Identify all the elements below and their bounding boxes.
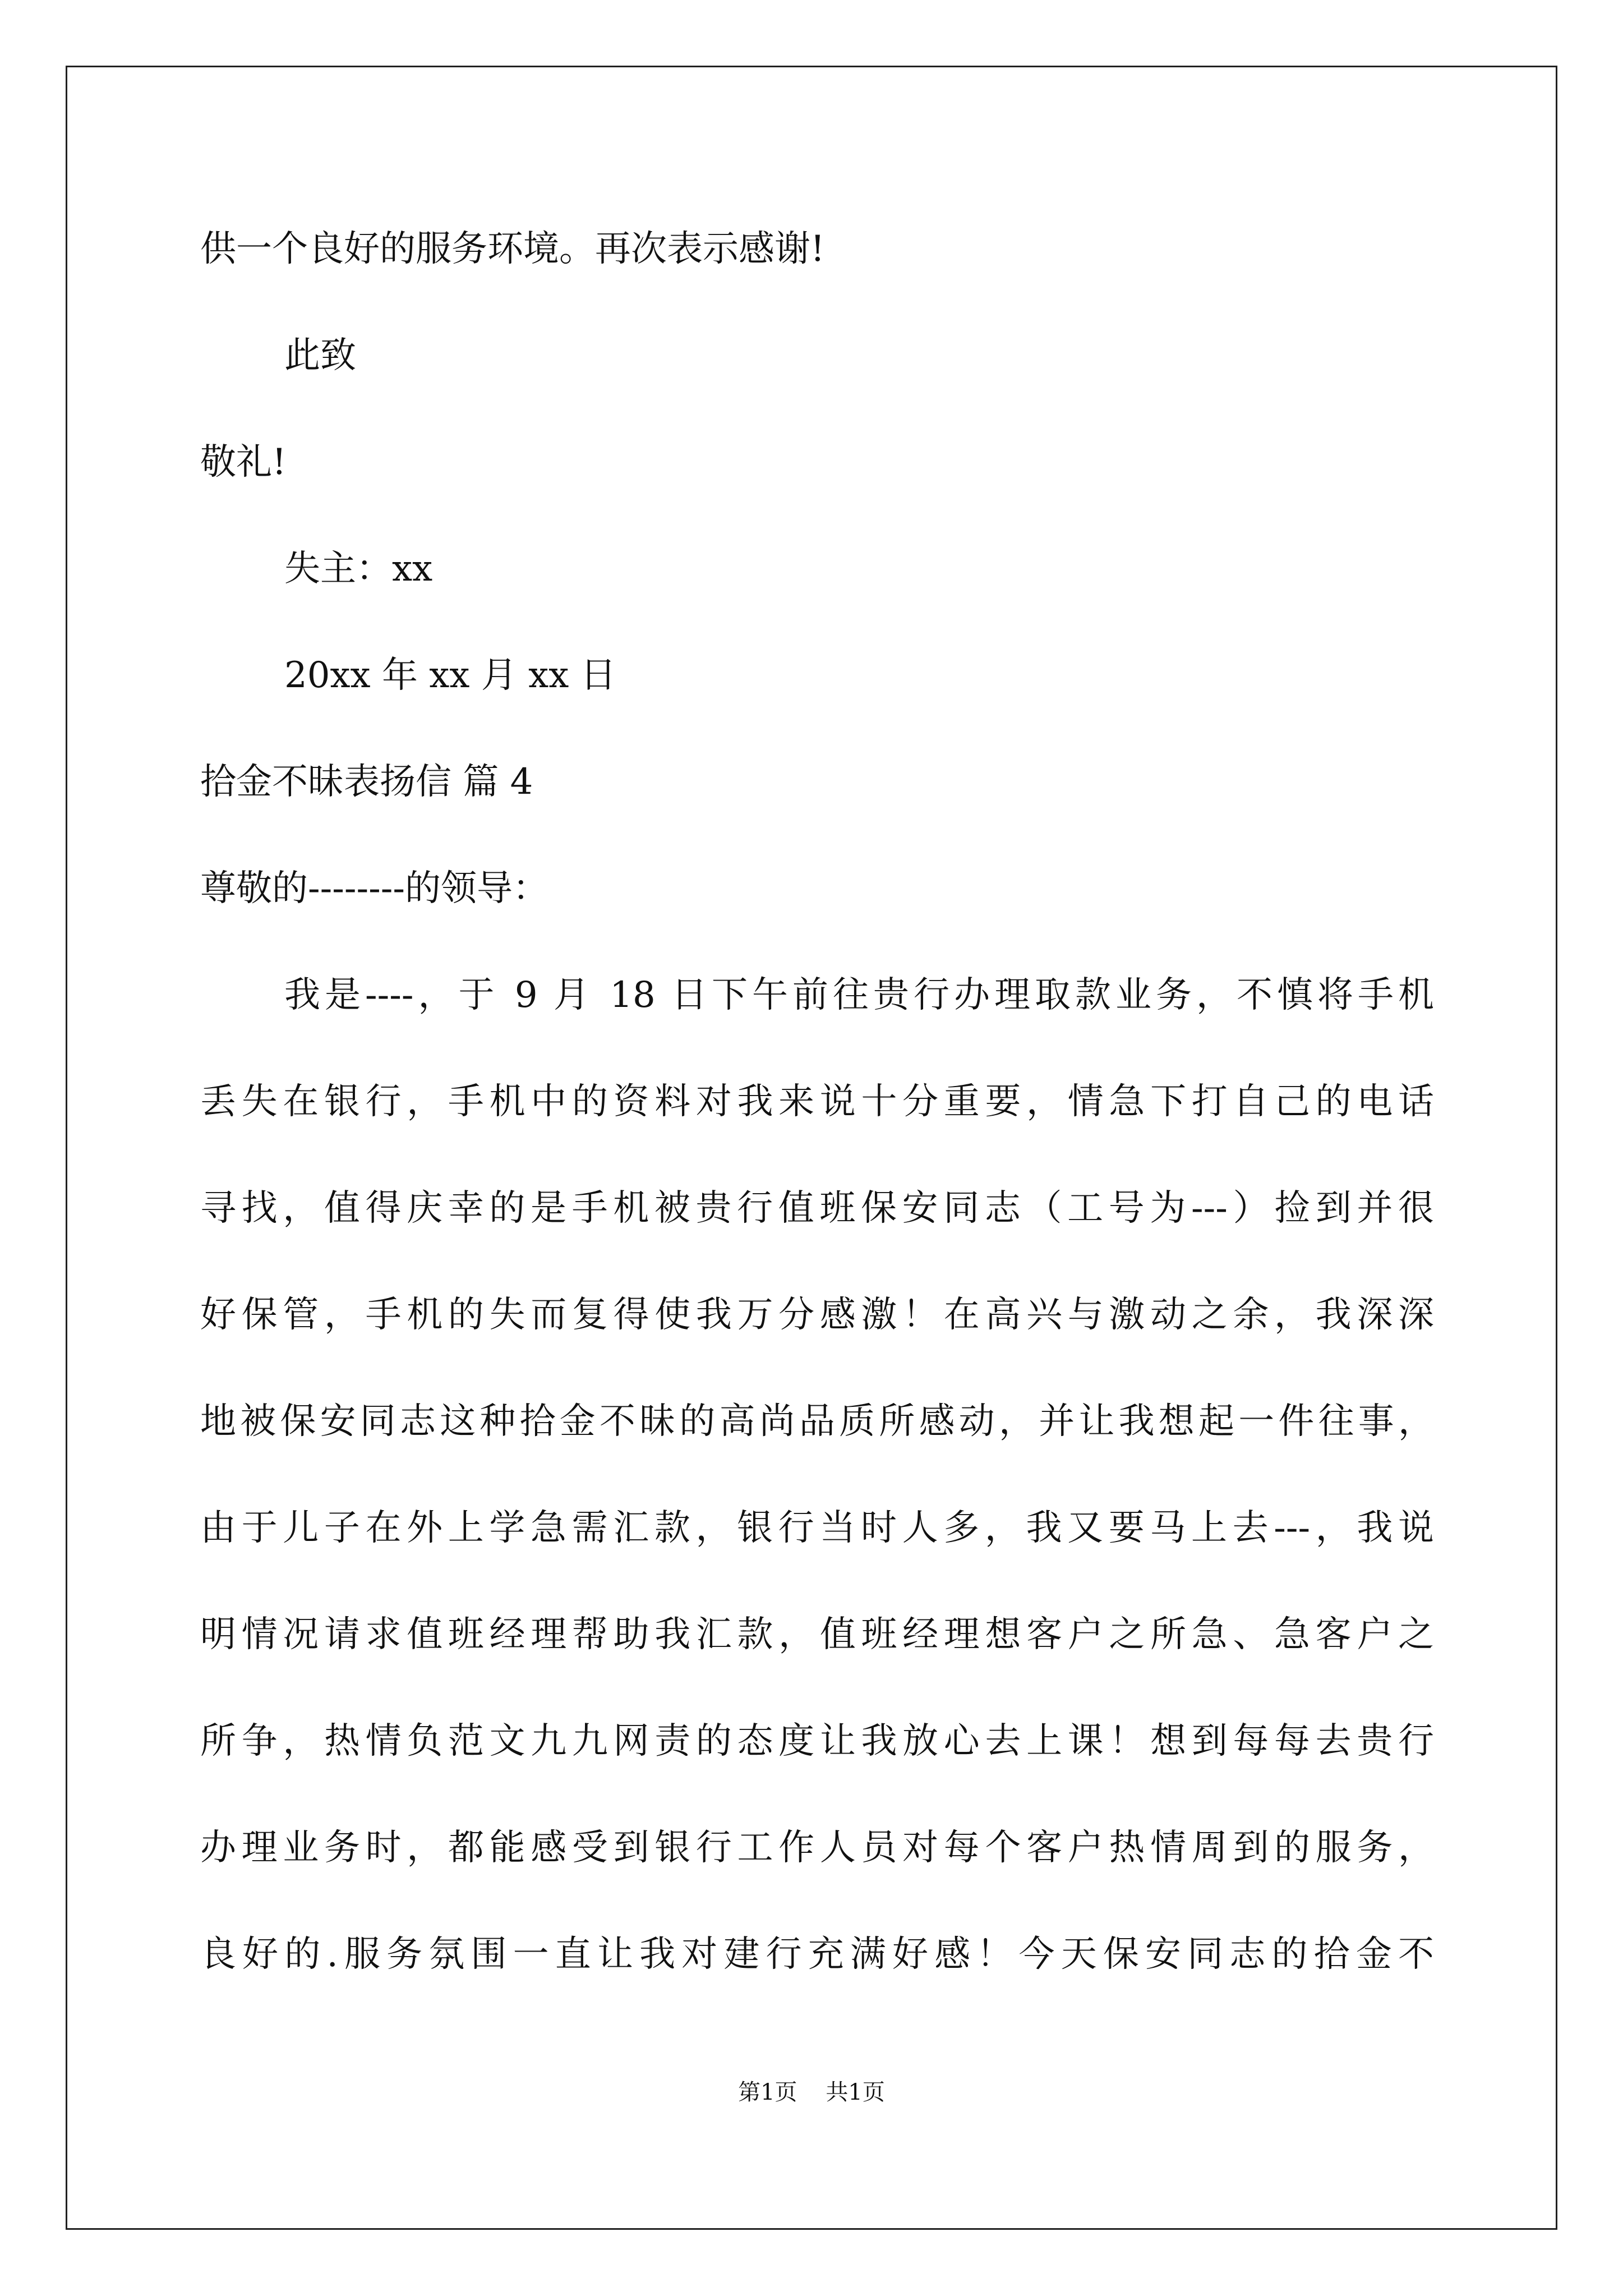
section-heading: 拾金不昧表扬信 篇 4 xyxy=(200,761,533,803)
salutation-regards: 敬礼! xyxy=(200,441,287,483)
paragraph-line: 好保管，手机的失而复得使我万分感激！在高兴与激动之余，我深深 xyxy=(200,1294,1434,1336)
paragraph-line: 寻找，值得庆幸的是手机被贵行值班保安同志（工号为---）捡到并很 xyxy=(200,1188,1434,1229)
paragraph-line: 办理业务时，都能感受到银行工作人员对每个客户热情周到的服务， xyxy=(200,1827,1434,1869)
signature-owner: 失主：xx xyxy=(284,548,433,590)
paragraph-line: 所争，热情负范文九九网责的态度让我放心去上课！想到每每去贵行 xyxy=(200,1720,1434,1762)
paragraph-line: 我是----，于 9 月 18 日下午前往贵行办理取款业务，不慎将手机 xyxy=(284,974,1434,1016)
paragraph-line: 地被保安同志这种拾金不昧的高尚品质所感动，并让我想起一件往事， xyxy=(200,1401,1434,1442)
paragraph-line: 丢失在银行，手机中的资料对我来说十分重要，情急下打自己的电话 xyxy=(200,1081,1434,1122)
page-border xyxy=(66,66,1557,2230)
paragraph-line: 良好的.服务氛围一直让我对建行充满好感！今天保安同志的拾金不 xyxy=(200,1934,1434,1975)
paragraph-line: 明情况请求值班经理帮助我汇款，值班经理想客户之所急、急客户之 xyxy=(200,1614,1434,1655)
page-number-footer: 第1页 共1页 xyxy=(738,2079,885,2105)
text-line: 供一个良好的服务环境。再次表示感谢! xyxy=(200,228,825,270)
signature-date: 20xx 年 xx 月 xx 日 xyxy=(284,655,616,696)
paragraph-line: 由于儿子在外上学急需汇款，银行当时人多，我又要马上去---，我说 xyxy=(200,1507,1434,1549)
letter-greeting: 尊敬的--------的领导： xyxy=(200,868,548,909)
salutation-closing: 此致 xyxy=(284,335,356,376)
